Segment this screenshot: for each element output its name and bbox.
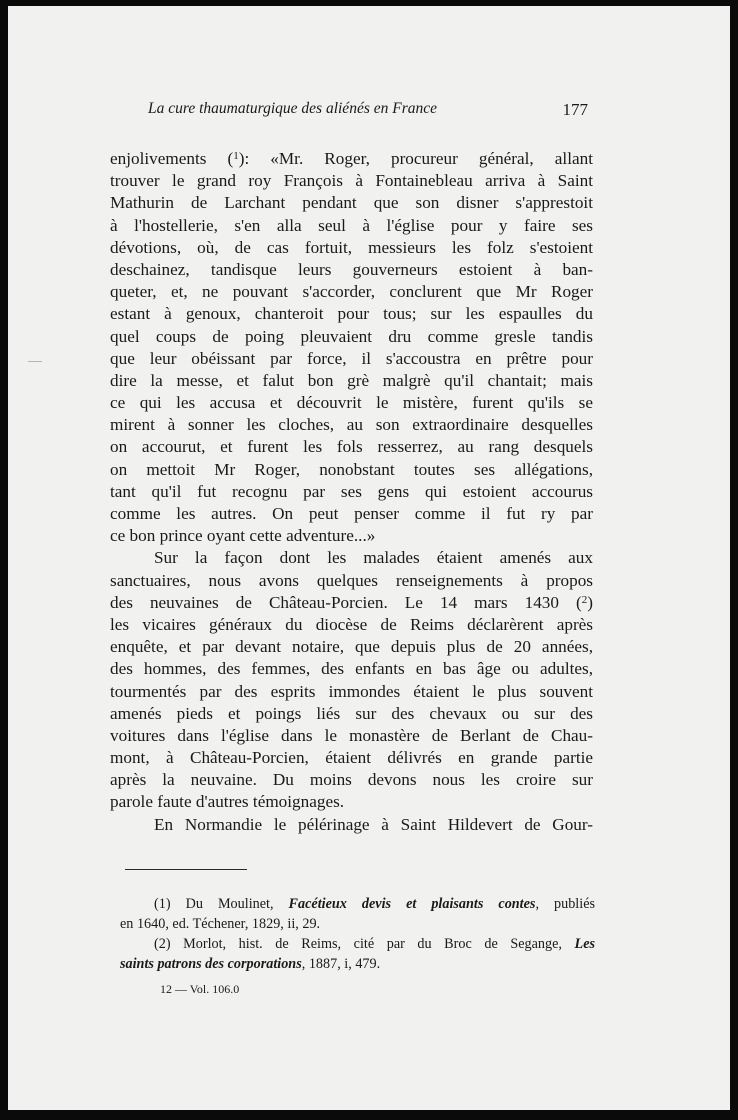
text-line: les vicaires généraux du diocèse de Reims déclarèrent après <box>110 614 593 634</box>
text-line: Sur la façon dont les malades étaient amenés aux <box>154 548 593 568</box>
text-line: que leur obéissant par force, il s'accoustra en prêtre pour <box>110 348 593 368</box>
footnote-title: Facétieux devis et plaisants contes <box>288 896 536 912</box>
text-line: mirent à sonner les cloches, au son extraordinaire desquelles <box>110 415 593 435</box>
text-line: on accourut, et furent les fols resserrez, au rang desquels <box>110 437 593 457</box>
page-number: 177 <box>562 100 588 119</box>
footnote-ref: 2 <box>581 593 588 606</box>
text-line: à l'hostellerie, s'en alla seul à l'église pour y faire ses <box>110 215 593 235</box>
text-line: voitures dans l'église dans le monastère de Berlant de Chau- <box>110 725 593 745</box>
text-line: quel coups de poing pleuvaient dru comme gresle tandis <box>110 326 593 346</box>
footnote-1: (1) Du Moulinet, Facétieux devis et plaisants contes, publiés <box>154 896 596 912</box>
margin-mark <box>28 361 42 362</box>
text-line: tourmentés par des esprits immondes étaient le plus souvent <box>110 681 593 701</box>
text-line: dire la messe, et falut bon grè malgrè qu'il chantait; mais <box>110 370 593 390</box>
footnote-ref: 1 <box>233 150 239 162</box>
body-text <box>110 148 593 836</box>
text-line: En Normandie le pélérinage à Saint Hildevert de Gour- <box>154 814 593 834</box>
footnote-1-cont: en 1640, ed. Téchener, 1829, ii, 29. <box>120 916 321 932</box>
text-line: dévotions, où, de cas fortuit, messieurs les folz s'estoient <box>110 237 593 257</box>
text-line: on mettoit Mr Roger, nonobstant toutes ses allégations, <box>110 459 593 479</box>
running-head-title: La cure thaumaturgique des aliénés en France <box>148 100 437 117</box>
text-line: ce qui les accusa et découvrit le mistère, furent qu'ils se <box>110 393 593 413</box>
text-line: mont, à Château-Porcien, étaient délivrés en grande partie <box>110 748 593 768</box>
footnote-marker: (2) <box>154 936 171 952</box>
text-line: enquête, et par devant notaire, que depuis plus de 20 années, <box>110 637 593 657</box>
footnote-title: saints patrons des corporations <box>120 956 302 972</box>
text-line: parole faute d'autres témoignages. <box>110 792 345 812</box>
text-line: des neuvaines de Château-Porcien. Le 14 mars 1430 ($^2$) <box>110 592 593 612</box>
footnote-title: Les <box>574 936 596 952</box>
text-line: queter, et, ne pouvant s'accorder, conclurent que Mr Roger <box>110 282 593 302</box>
text-line: amenés pieds et poings liés sur des chevaux ou sur des <box>110 703 593 723</box>
footnote-2: (2) Morlot, hist. de Reims, cité par du Broc de Segange, Les <box>154 936 596 952</box>
text-line: deschainez, tandisque leurs gouverneurs estoient à ban- <box>110 259 593 279</box>
text-line: Mathurin de Larchant pendant que son disner s'apprestoit <box>110 193 593 213</box>
text-line: après la neuvaine. Du moins devons nous les croire sur <box>110 770 593 790</box>
text-line: trouver le grand roy François à Fontainebleau arriva à Saint <box>110 171 593 191</box>
text-line: enjolivements ($^1$): «Mr. Roger, procureur général, allant <box>110 149 593 168</box>
footnote-marker: (1) <box>154 896 171 912</box>
footnotes <box>120 894 595 974</box>
footnote-2-cont: saints patrons des corporations, 1887, i, 479. <box>120 956 381 972</box>
text-line: estant à genoux, chanteroit pour tous; sur les espaulles du <box>110 304 593 324</box>
text-line: tant qu'il fut recognu par ses gens qui estoient accourus <box>110 481 593 501</box>
text-line: comme les autres. On peut penser comme il fut ry par <box>110 504 593 523</box>
text-line: des hommes, des femmes, des enfants en bas âge ou adultes, <box>110 659 593 679</box>
footnote-rule <box>125 869 247 870</box>
text-line: sanctuaires, nous avons quelques renseignements à propos <box>110 570 593 590</box>
signature-mark: 12 — Vol. 106.0 <box>160 982 240 996</box>
book-page <box>8 6 730 1110</box>
text-line: ce bon prince oyant cette adventure...» <box>110 526 376 546</box>
